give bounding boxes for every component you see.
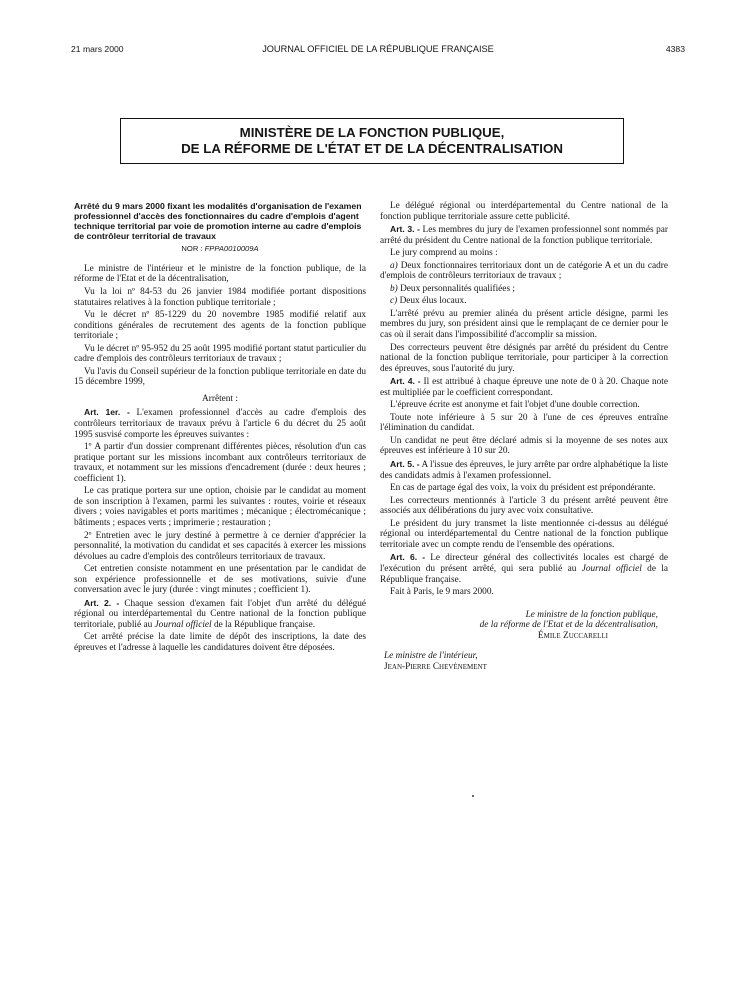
paragraph: L'épreuve écrite est anonyme et fait l'objet d'une double correction. (390, 400, 640, 411)
article-3 (380, 224, 668, 246)
article-1 (74, 407, 366, 440)
paragraph: Le cas pratique portera sur une option, choisie par le candidat au moment de son inscription à l'examen, parmi les suivantes : routes, voirie et réseaux divers ; voies navigables et ports maritimes ; mécanique ; électromécanique ; bâtiments ; espaces verts ; imprimerie ; restauration ; (74, 486, 366, 528)
paragraph: Le délégué régional ou interdépartemental du Centre national de la fonction publique territoriale assure cette publicité. (380, 201, 668, 222)
list-item-text: Deux élus locaux. (399, 296, 467, 307)
paragraph: Le jury comprend au moins : (390, 248, 498, 259)
page-speck (472, 795, 474, 797)
arretent-heading: Arrêtent : (202, 393, 238, 404)
paragraph: Vu le décret nº 95-952 du 25 août 1995 modifié portant statut particulier du cadre d'emplois des contrôleurs territoriaux de travaux ; (74, 343, 366, 365)
paragraph: 2º Entretien avec le jury destiné à permettre à ce dernier d'apprécier la personnalité, la motivation du candidat et ses capacités à exercer les missions dévolues au cadre d'emplois des contrôleurs territoriaux de travaux. (74, 530, 366, 562)
article-label: Art. 3. - (390, 224, 421, 235)
list-item-text: Deux personnalités qualifiées ; (400, 283, 515, 294)
paragraph: Des correcteurs peuvent être désignés par arrêté du président du Centre national de la fonction publique territoriale, pour participer à la correction des épreuves, sous l'autorité du jury. (380, 342, 668, 374)
journal-reference: Journal officiel (154, 619, 212, 630)
nor-code: FPPA0010009A (204, 244, 259, 254)
article-6 (380, 552, 668, 585)
running-header (71, 44, 685, 58)
article-label: Art. 5. - (390, 459, 420, 470)
article-text: de la République française. (380, 563, 669, 585)
article-label: Art. 2. - (84, 597, 120, 608)
header-date: 21 mars 2000 (71, 44, 124, 54)
ministry-heading-line2: DE LA RÉFORME DE L'ÉTAT ET DE LA DÉCENTRALISATION (181, 141, 563, 156)
ministry-heading-box (120, 118, 624, 164)
article-5 (380, 459, 668, 481)
list-item (380, 261, 668, 282)
signature-title (380, 651, 668, 662)
list-letter: a) (390, 260, 398, 271)
paragraph: Le président du jury transmet la liste mentionnée ci-dessus au délégué régional ou interdépartemental du Centre national de la fonction publique territoriale avec un compte rendu de l'ensemble des opérations. (380, 518, 668, 550)
article-label: Art. 4. - (390, 376, 421, 387)
list-letter: c) (390, 296, 398, 307)
article-label: Art. 6. - (390, 552, 426, 563)
article-text: A l'issue des épreuves, le jury arrête par ordre alphabétique la liste des candidats admis à l'examen professionnel. (380, 460, 669, 481)
signatory-name: Jean-Pierre Chevènement (384, 661, 487, 672)
paragraph: Vu le décret nº 85-1229 du 20 novembre 1985 modifié relatif aux conditions générales de recrutement des agents de la fonction publique territoriale ; (74, 310, 366, 342)
list-item (380, 284, 668, 295)
nor-label: NOR : (181, 244, 203, 254)
signature-title (380, 610, 668, 621)
list-item-text: Deux fonctionnaires territoriaux dont un de catégorie A et un du cadre d'emplois de contrôleurs territoriaux de travaux ; (380, 260, 669, 282)
nor-reference (74, 244, 366, 255)
done-at-line: Fait à Paris, le 9 mars 2000. (390, 587, 494, 598)
signatory-name: Émile Zuccarelli (537, 630, 608, 641)
header-journal-title: JOURNAL OFFICIEL DE LA RÉPUBLIQUE FRANÇAISE (262, 44, 494, 54)
signature-title-line: Le ministre de l'intérieur, (384, 651, 478, 662)
paragraph: En cas de partage égal des voix, la voix du président est prépondérante. (390, 483, 656, 494)
article-text: Chaque session d'examen fait l'objet d'un arrêté du délégué régional ou interdépartemental du Centre national de la fonction publique territoriale, publié au (74, 598, 366, 630)
journal-reference: Journal officiel (581, 563, 642, 574)
paragraph: Vu l'avis du Conseil supérieur de la fonction publique territoriale en date du 15 décembre 1999, (74, 366, 367, 388)
paragraph: Vu la loi nº 84-53 du 26 janvier 1984 modifiée portant dispositions statutaires relatives à la fonction publique territoriale ; (74, 287, 366, 308)
paragraph: Toute note inférieure à 5 sur 20 à l'une de ces épreuves entraîne l'élimination du candidat. (380, 412, 668, 434)
paragraph: Le ministre de l'intérieur et le ministre de la fonction publique, de la réforme de l'Etat et de la décentralisation, (74, 263, 366, 285)
left-column (74, 201, 366, 656)
signature-title-line: de la réforme de l'Etat et de la décentralisation, (479, 620, 658, 631)
article-text: Le directeur général des collectivités locales est chargé de l'exécution du présent arrêté, qui sera publié au (380, 553, 668, 574)
paragraph: Les correcteurs mentionnés à l'article 3 du présent arrêté peuvent être associés aux délibérations du jury avec voix consultative. (380, 495, 668, 517)
article-text: de la République française. (213, 619, 316, 630)
right-column (380, 201, 668, 672)
paragraph: Un candidat ne peut être déclaré admis si la moyenne de ses notes aux épreuves est inférieure à 10 sur 20. (380, 435, 668, 457)
signature-title (380, 620, 668, 631)
article-4 (380, 376, 668, 398)
paragraph: L'arrêté prévu au premier alinéa du présent article désigne, parmi les membres du jury, son président ainsi que le remplaçant de ce dernier pour le cas où il serait dans l'impossibilité d'accomplir sa mission. (380, 308, 668, 341)
list-item (380, 296, 668, 307)
paragraph: Cet arrêté précise la date limite de dépôt des inscriptions, la date des épreuves et l'adresse à laquelle les candidatures doivent être déposées. (74, 632, 366, 653)
paragraph: 1º A partir d'un dossier comprenant différentes pièces, résolution d'un cas pratique portant sur les missions incombant aux contrôleurs territoriaux de travaux, et notamment sur les missions d'encadrement (durée : deux heures ; coefficient 1). (74, 442, 366, 484)
decree-title: Arrêté du 9 mars 2000 fixant les modalités d'organisation de l'examen professionnel d'accès des fonctionnaires du cadre d'emplois d'agent technique territorial par voie de promotion interne au cadre d'emplois de contrôleur territorial de travaux (74, 201, 362, 242)
article-text: Les membres du jury de l'examen professionnel sont nommés par arrêté du président du Centre national de la fonction publique territoriale. (380, 225, 668, 246)
article-text: L'examen professionnel d'accès au cadre d'emplois des contrôleurs territoriaux de travaux prévu à l'article 6 du décret du 25 août 1995 susvisé comporte les épreuves suivantes : (74, 408, 367, 440)
article-label: Art. 1er. - (84, 407, 130, 418)
list-letter: b) (390, 283, 398, 294)
signature-title-line: Le ministre de la fonction publique, (525, 609, 658, 620)
article-2 (74, 598, 366, 631)
paragraph: Cet entretien consiste notamment en une présentation par le candidat de son expérience professionnelle et de ses motivations, suivie d'une conversation avec le jury (durée : vingt minutes ; coefficient 1). (74, 564, 366, 596)
article-text: Il est attribué à chaque épreuve une note de 0 à 20. Chaque note est multipliée par le coefficient correspondant. (380, 377, 668, 398)
header-page-number: 4383 (665, 44, 685, 54)
ministry-heading-line1: MINISTÈRE DE LA FONCTION PUBLIQUE, (239, 125, 505, 140)
